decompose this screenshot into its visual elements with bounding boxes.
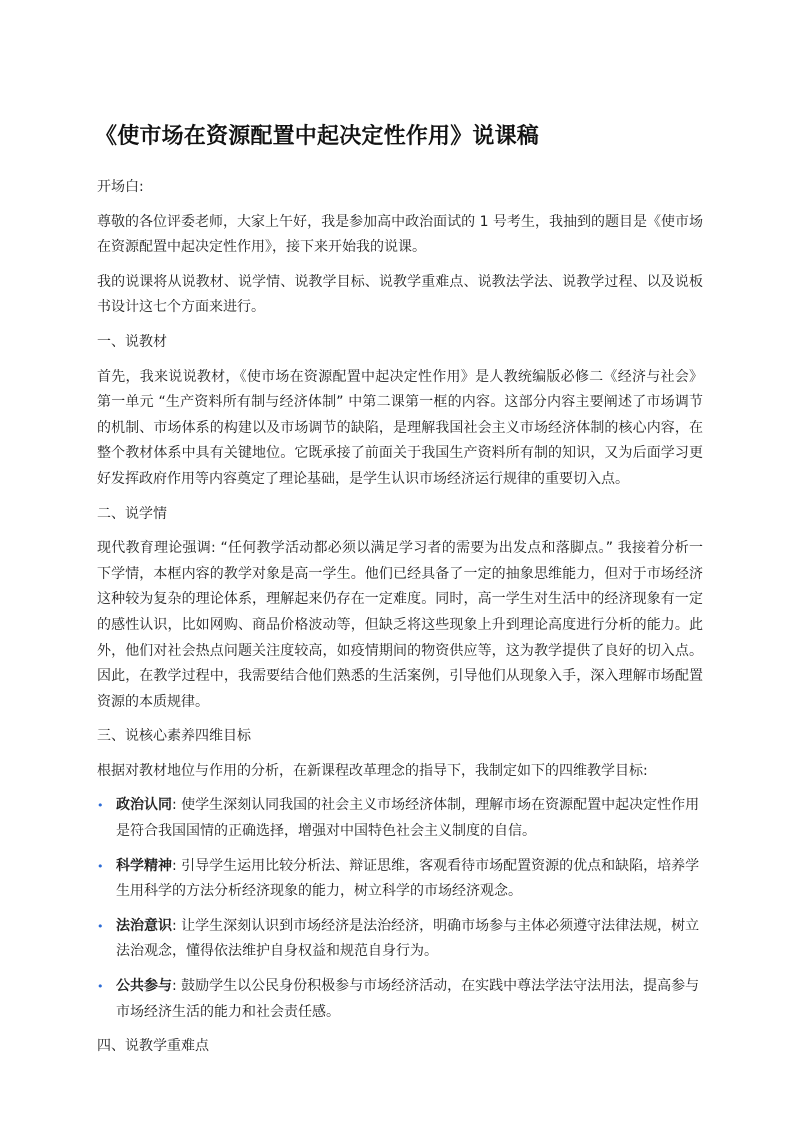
opening-paragraph: 尊敬的各位评委老师，大家上午好，我是参加高中政治面试的 1 号考生，我抽到的题目是《使市场在资源配置中起决定性作用》，接下来开始我的说课。 [97,213,703,256]
section-heading-students: 二、说学情 [97,505,167,522]
goal-text: : 让学生深刻认识到市场经济是法治经济，明确市场参与主体必须遵守法律法规，树立法治观念，懂得依法维护自身权益和规范自身行为。 [116,917,700,960]
goal-text: : 使学生深刻认同我国的社会主义市场经济体制，理解市场在资源配置中起决定性作用是符合我国国情的正确选择，增强对中国特色社会主义制度的自信。 [116,797,700,840]
goal-text: : 引导学生运用比较分析法、辩证思维，客观看待市场配置资源的优点和缺陷，培养学生用科学的方法分析经济现象的能力，树立科学的市场经济观念。 [116,857,700,900]
goals-list [97,793,703,1025]
bullet-icon: • [97,799,104,813]
goal-label: 政治认同 [116,797,172,814]
bullet-icon: • [97,859,104,873]
goal-label: 法治意识 [116,917,172,934]
goal-text: : 鼓励学生以公民身份积极参与市场经济活动，在实践中尊法学法守法用法，提高参与市场经济生活的能力和社会责任感。 [116,978,700,1020]
goal-label: 科学精神 [116,857,172,874]
document-page [97,118,703,1069]
section-heading-goals: 三、说核心素养四维目标 [97,728,251,745]
section-heading-key-points: 四、说教学重难点 [97,1038,209,1055]
bullet-icon: • [97,980,104,994]
list-item [97,974,703,1025]
overview-paragraph: 我的说课将从说教材、说学情、说教学目标、说教学重难点、说教法学法、说教学过程、以及说板书设计这七个方面来进行。 [97,273,703,316]
list-item [97,793,703,844]
goal-label: 公共参与 [116,978,172,995]
bullet-icon: • [97,919,104,933]
document-title: 《使市场在资源配置中起决定性作用》说课稿 [95,124,540,149]
section-students-paragraph: 现代教育理论强调: “任何教学活动都必须以满足学习者的需要为出发点和落脚点。” 我接着分析一下学情，本框内容的教学对象是高一学生。他们已经具备了一定的抽象思维能力，但对于市场经济这种较为复杂的理论体系，理解起来仍存在一定难度。同时，高一学生对生活中的经济现象有一定的感性认识，比如网购、商品价格波动等，但缺乏将这些现象上升到理论高度进行分析的能力。此外，他们对社会热点问题关注度较高，如疫情期间的物资供应等，这为教学提供了良好的切入点。因此，在教学过程中，我需要结合他们熟悉的生活案例，引导他们从现象入手，深入理解市场配置资源的本质规律。 [97,540,703,710]
section-goals-intro: 根据对教材地位与作用的分析，在新课程改革理念的指导下，我制定如下的四维教学目标: [97,762,648,779]
section-heading-textbook: 一、说教材 [97,333,167,350]
section-textbook-paragraph: 首先，我来说说教材，《使市场在资源配置中起决定性作用》是人教统编版必修二《经济与社会》第一单元 “生产资料所有制与经济体制” 中第二课第一框的内容。这部分内容主要阐述了市场调节的机制、市场体系的构建以及市场调节的缺陷，是理解我国社会主义市场经济体制的核心内容，在整个教材体系中具有关键地位。它既承接了前面关于我国生产资料所有制的知识，又为后面学习更好发挥政府作用等内容奠定了理论基础，是学生认识市场经济运行规律的重要切入点。 [97,368,703,487]
opening-label: 开场白: [97,179,144,195]
list-item [97,854,703,905]
list-item [97,914,703,965]
